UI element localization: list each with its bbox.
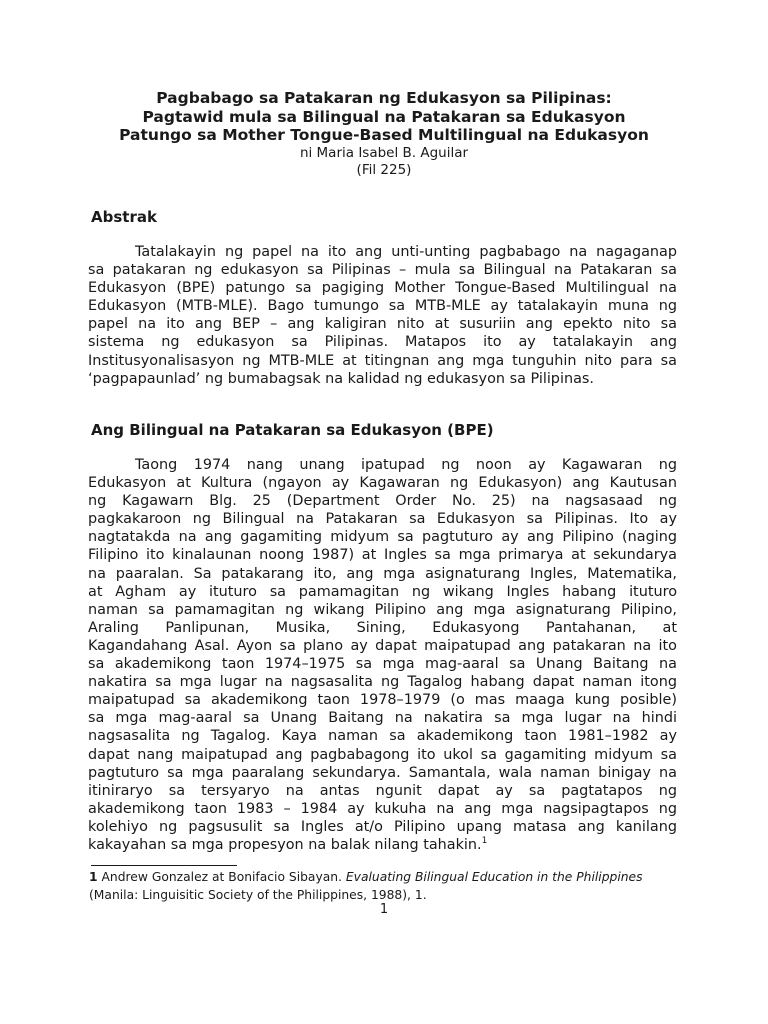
body-line: dapat nang maipatupad ang pagbabagong ito ukol sa gagamiting midyum sa xyxy=(88,746,677,763)
body-line: kolehiyo ng pagsusulit sa Ingles at/o Pilipino upang matasa ang kanilang xyxy=(88,818,677,835)
footnote-reference[interactable]: 1 xyxy=(481,836,488,847)
body-line: na paaralan. Sa patakarang ito, ang mga asignaturang Ingles, Matematika, xyxy=(88,565,677,582)
section-heading: Ang Bilingual na Patakaran sa Edukasyon (BPE) xyxy=(91,421,494,439)
footnote-marker: 1 xyxy=(89,870,98,884)
abstract-heading: Abstrak xyxy=(91,208,157,226)
title-block xyxy=(0,89,768,179)
body-line: Edukasyon at Kultura (ngayon ay Kagawaran ng Edukasyon) ang Kautusan xyxy=(88,475,677,492)
abstract-line: Tatalakayin ng papel na ito ang unti-unting pagbabago na nagaganap xyxy=(135,244,677,260)
footnote-line-1 xyxy=(89,868,689,886)
footnote xyxy=(89,868,689,904)
body-line: nagtatakda na ang gagamiting midyum sa pagtuturo ay ang Pilipino (naging xyxy=(88,529,677,546)
body-line: Filipino ito kinalaunan noong 1987) at Ingles sa mga primarya at sekundarya xyxy=(88,547,677,564)
abstract-line: Edukasyon (MTB-MLE). Bago tumungo sa MTB-MLE ay tatalakayin muna ng xyxy=(88,298,677,315)
body-line: akademikong taon 1983 – 1984 ay kukuha na ang mga nagsipagtapos ng xyxy=(88,800,677,817)
abstract-line: Institusyonalisasyon ng MTB-MLE at titingnan ang mga tunguhin nito para sa xyxy=(88,352,677,369)
title-line-3: Patungo sa Mother Tongue-Based Multilingual na Edukasyon xyxy=(119,126,649,144)
abstract-line: sa patakaran ng edukasyon sa Pilipinas – mula sa Bilingual na Patakaran sa xyxy=(88,262,677,279)
title-line-2: Pagtawid mula sa Bilingual na Patakaran sa Edukasyon xyxy=(142,107,626,126)
body-line: nakatira sa mga lugar na nagsasalita ng Tagalog habang dapat naman itong xyxy=(88,674,677,691)
section-paragraph xyxy=(88,456,677,854)
body-line: Taong 1974 nang unang ipatupad ng noon ay Kagawaran ng xyxy=(135,457,677,473)
body-line: itiniraryo sa tersyaryo na antas ngunit dapat ay sa pagtatapos ng xyxy=(88,782,677,799)
title-line-1: Pagbabago sa Patakaran ng Edukasyon sa Pilipinas: xyxy=(156,89,612,107)
body-line: naman sa pamamagitan ng wikang Pilipino ang mga asignaturang Pilipino, xyxy=(88,601,677,618)
body-line-last xyxy=(88,836,677,854)
footnote-publication: (Manila: Linguisitic Society of the Philippines, 1988), 1. xyxy=(89,888,427,902)
abstract-line: Edukasyon (BPE) patungo sa pagiging Mother Tongue-Based Multilingual na xyxy=(88,280,677,297)
body-line: pagkakaroon ng Bilingual na Patakaran sa Edukasyon sa Pilipinas. Ito ay xyxy=(88,511,677,528)
body-line-text: kakayahan sa mga propesyon na balak nilang tahakin. xyxy=(88,836,482,853)
body-line: sa mga mag-aaral sa Unang Baitang na nakatira sa mga lugar na hindi xyxy=(88,710,677,727)
body-line: pagtuturo sa mga paaralang sekundarya. Samantala, wala naman binigay na xyxy=(88,764,677,781)
course-line: (Fil 225) xyxy=(356,161,412,178)
footnote-authors: Andrew Gonzalez at Bonifacio Sibayan. xyxy=(101,870,342,884)
body-line: maipatupad sa akademikong taon 1978–1979 (o mas maaga kung posible) xyxy=(88,692,677,709)
footnote-book-title: Evaluating Bilingual Education in the Philippines xyxy=(345,870,643,884)
body-line: nagsasalita ng Tagalog. Kaya naman sa akademikong taon 1981–1982 ay xyxy=(88,728,677,745)
abstract-line: papel na ito ang BEP – ang kaligiran nito at susuriin ang epekto nito sa xyxy=(88,316,677,333)
page-number: 1 xyxy=(379,902,389,917)
body-line: ng Kagawarn Blg. 25 (Department Order No. 25) na nagsasaad ng xyxy=(88,493,677,510)
author-line: ni Maria Isabel B. Aguilar xyxy=(299,144,469,161)
body-line: Kagandahang Asal. Ayon sa plano ay dapat maipatupad ang patakaran na ito xyxy=(88,637,677,654)
body-line: sa akademikong taon 1974–1975 sa mga mag-aaral sa Unang Baitang na xyxy=(88,656,677,673)
body-line: at Agham ay ituturo sa pamamagitan ng wikang Ingles habang ituturo xyxy=(88,583,677,600)
abstract-line: sistema ng edukasyon sa Pilipinas. Matapos ito ay tatalakayin ang xyxy=(88,334,677,351)
footnote-divider xyxy=(91,865,237,866)
body-line: Araling Panlipunan, Musika, Sining, Edukasyong Pantahanan, at xyxy=(88,619,677,636)
abstract-line: ‘pagpapaunlad’ ng bumabagsak na kalidad ng edukasyon sa Pilipinas. xyxy=(88,370,594,387)
abstract-paragraph xyxy=(88,243,677,388)
